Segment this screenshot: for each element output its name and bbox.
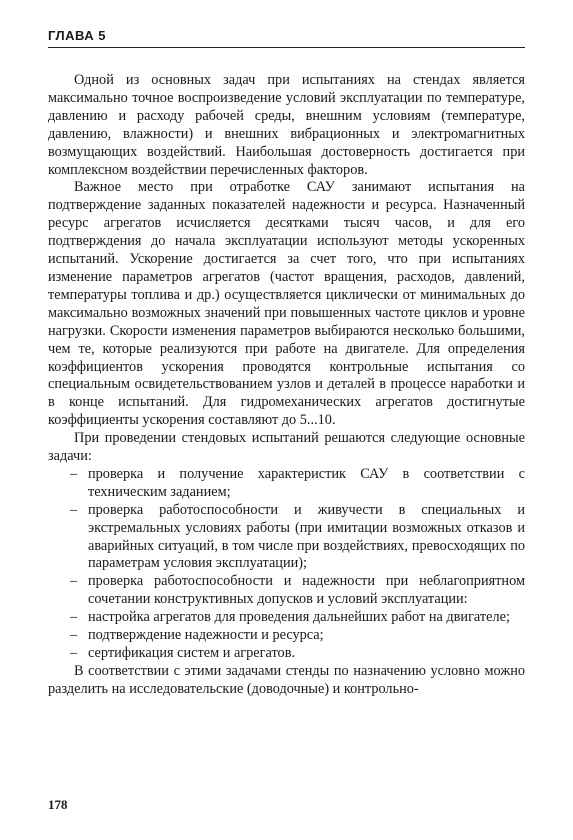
list-dash: –: [70, 609, 78, 626]
task-list: [48, 466, 525, 663]
list-dash: –: [70, 627, 78, 644]
task-text: проверка работоспособности и надежности при неблагоприятном сочетании конструктивных допусков и условий эксплуатации:: [88, 573, 525, 608]
task-list-item: [48, 609, 525, 627]
list-dash: –: [70, 501, 78, 518]
task-text: настройка агрегатов для проведения дальнейших работ на двигателе;: [88, 609, 510, 626]
task-list-item: [48, 466, 525, 502]
page-number: 178: [48, 797, 68, 812]
task-list-item: [48, 627, 525, 645]
list-dash: –: [70, 573, 78, 590]
task-list-item: [48, 573, 525, 609]
task-text: сертификация систем и агрегатов.: [88, 645, 296, 661]
chapter-running-head: ГЛАВА 5: [48, 28, 525, 48]
task-text: проверка работоспособности и живучести в специальных и экстремальных условиях работы (при имитации возможных отказов и аварийных ситуаций, в том числе при воздействиях, превосходящих по параметрам условия эксплуатации);: [88, 501, 525, 572]
paragraph: Важное место при отработке САУ занимают испытания на подтверждение заданных показателей надежности и ресурса. Назначенный ресурс агрегатов исчисляется десятками тысяч часов, и для его подтверждения до начала эксплуатации используют методы ускоренных испытаний. Ускорение достигается за счет того, что при испытаниях изменение параметров агрегатов (частот вращения, расходов, давлений, температуры топлива и др.) осуществляется циклически от минимальных до максимально возможных значений при повышенных частоте циклов и уровне нагрузки. Скорости изменения параметров выбираются несколько большими, чем те, которые реализуются при работе на двигателе. Для определения коэффициентов ускорения проводятся контрольные испытания со специальным освидетельствованием узлов и деталей в процессе наработки и в конце испытаний. Для гидромеханических агрегатов достигнутые коэффициенты ускорения составляют до 5...10.: [48, 179, 525, 429]
task-list-item: [48, 502, 525, 574]
body-text: [48, 72, 525, 699]
task-list-item: [48, 645, 525, 663]
paragraph: Одной из основных задач при испытаниях на стендах является максимально точное воспроизведение условий эксплуатации по температуре, давлению и расходу рабочей среды, внешним условиям (температуре, давлению, влажности) и внешних вибрационных и электромагнитных возмущающих воздействий. Наибольшая достоверность достигается при комплексном воздействии перечисленных факторов.: [48, 72, 525, 178]
paragraph: При проведении стендовых испытаний решаются следующие основные задачи:: [48, 430, 525, 465]
task-text: подтверждение надежности и ресурса;: [88, 627, 324, 644]
list-dash: –: [70, 465, 78, 482]
task-text: проверка и получение характеристик САУ в соответствии с техническим заданием;: [88, 465, 525, 500]
paragraph: В соответствии с этими задачами стенды по назначению условно можно разделить на исследовательские (доводочные) и контрольно-: [48, 662, 525, 697]
list-dash: –: [70, 645, 78, 661]
